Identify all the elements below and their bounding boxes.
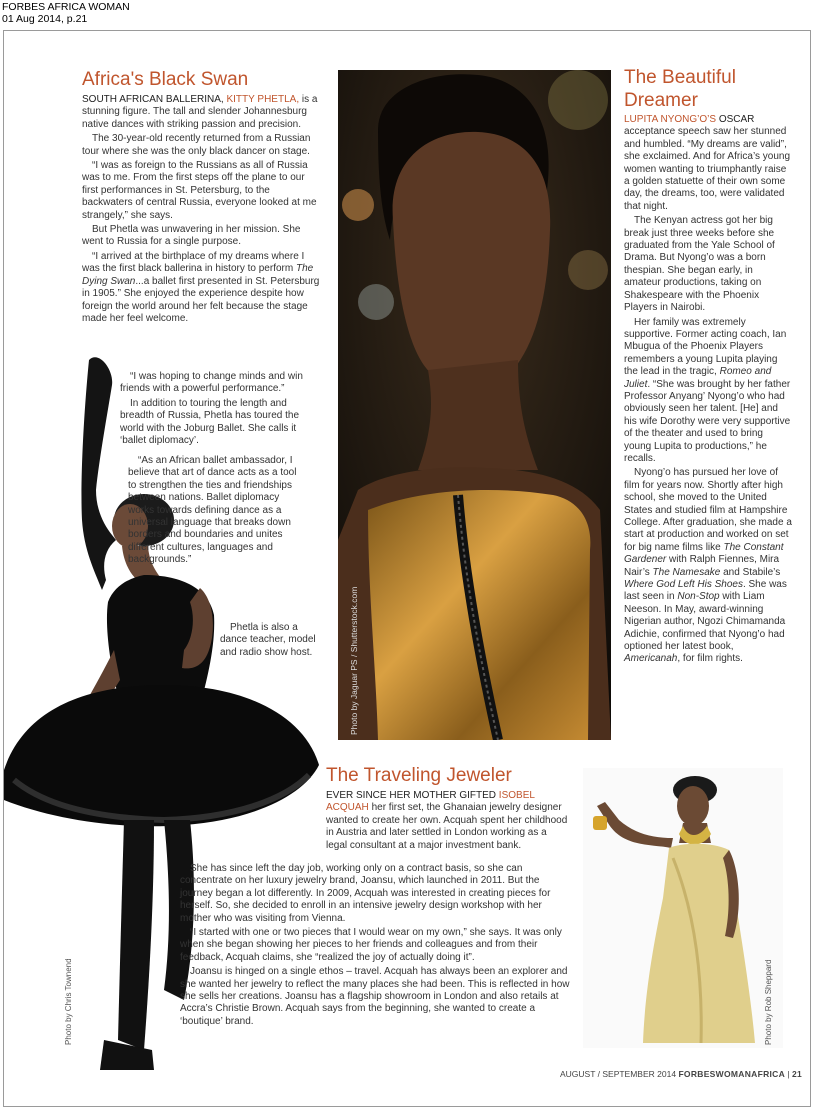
jeweler-title: The Traveling Jeweler — [326, 765, 512, 786]
swan-column-4 — [220, 622, 320, 661]
dreamer-title-line-1: The Beautiful — [624, 67, 736, 88]
swan-paragraph-6: In addition to touring the length and breadth of Russia, Phetla has toured the world with the Joburg Ballet. She calls it ‘ballet diplomacy’. — [120, 397, 300, 447]
dreamer-p2-end: . “She was brought by her father Professor Anyang’ Nyong’o who had obviously seen her talent. [He] and his wife Dorothy were very supportive of the theater and used to bring young Lupita to productions,” he recalls. — [624, 378, 791, 464]
lupita-photo — [338, 70, 611, 740]
dreamer-p3-a: Nyong’o has pursued her love of film for years now. Shortly after high school, she moved to the United States and studied film at Hampshire College. After graduation, she made a start at production and worked on set for big name films like — [624, 467, 792, 553]
dreamer-lead-text: acceptance speech saw her stunned and humbled. “My dreams are valid”, she exclaimed. And for Africa’s young women wanting to triumphantly raise a golden statuette of their own some day, the dreams, too, were validated that night. — [624, 126, 791, 212]
dreamer-lead-caps: OSCAR — [716, 114, 755, 125]
jeweler-lead-paragraph — [326, 790, 570, 852]
dreamer-title — [624, 66, 736, 112]
swan-lead-text: is a stunning figure. The tall and slender Johannesburg native dances with striking passion and precision. — [82, 94, 318, 130]
swan-paragraph-8: Phetla is also a dance teacher, model and radio show host. — [220, 622, 316, 658]
isobel-photo — [583, 768, 783, 1048]
swan-title: Africa's Black Swan — [82, 69, 249, 90]
jeweler-paragraph-3: Joansu is hinged on a single ethos – travel. Acquah has always been an explorer and she wanted her jewelry to reflect the many places she had been. This is reflected in how she sells her creations. Joansu has a flagship showroom in London and also retails at Accra’s Christie Brown. Acquah says from the beginning, she wanted to create a ‘boutique’ brand. — [180, 966, 570, 1027]
publication-line: FORBES AFRICA WOMAN — [2, 1, 130, 13]
dreamer-subject-name: LUPITA NYONG’O’S — [624, 114, 717, 125]
dreamer-paragraph-3 — [624, 467, 792, 666]
swan-paragraph-1: The 30-year-old recently returned from a Russian tour where she was the only black dancer on stage. — [82, 133, 311, 157]
dreamer-p3-g: . She was last seen in — [624, 579, 787, 603]
page-footer — [560, 1069, 802, 1079]
dreamer-film-3: Where God Left His Shoes — [624, 579, 743, 591]
swan-lead-paragraph — [82, 94, 320, 131]
dreamer-paragraph-1: The Kenyan actress got her big break just three weeks before she graduated from the Yale School of Drama. But Nyong’o was a born thespian. She began early, in amateur productions, taking on Shakespeare with the Phoenix Players in Nairobi. — [624, 215, 775, 314]
dreamer-p3-c: with Ralph Fiennes, Mira Nair’s — [624, 554, 780, 578]
swan-column-3 — [128, 455, 298, 569]
dreamer-film-4: Non-Stop — [677, 591, 720, 603]
swan-subject-name: KITTY PHETLA, — [226, 94, 300, 105]
photo-credit-lupita: Photo by Jaguar PS / Shutterstock.com — [349, 586, 359, 735]
swan-paragraph-7: “As an African ballet ambassador, I believe that art of dance acts as a tool to strengthen the ties and friendships between nations. Ballet diplomacy works towards defining dance as a universal language that breaks down borders and boundaries and unites different cultures, languages and backgrounds.” — [128, 455, 297, 566]
swan-p4-end: ...a ballet first presented in St. Petersburg in 1905.” She enjoyed the experience despite how foreign the world around her felt because the stage made her feel welcome. — [82, 275, 320, 324]
issue-date: AUGUST / SEPTEMBER 2014 — [560, 1069, 677, 1079]
jeweler-paragraph-1: She has since left the day job, working only on a contract basis, so she can concentrate on her luxury jewelry brand, Joansu, which launched in 2011. But the journey began a lot differently. In 2009, Acquah was interested in creating pieces for herself. So, she decided to enroll in an intensive jewelry design workshop with her mother who was visiting from Vienna. — [180, 863, 551, 924]
dreamer-p2-start: Her family was extremely supportive. Former acting coach, Ian Mbugua of the Phoenix Players remembers a young Lupita playing the lead in the tragic, — [624, 316, 787, 378]
jeweler-lead-caps: EVER SINCE HER MOTHER GIFTED — [326, 790, 499, 801]
lupita-illustration — [338, 70, 611, 740]
swan-p4-start: “I arrived at the birthplace of my dreams where I was the first black ballerina in history to perform — [82, 250, 305, 275]
date-page-line: 01 Aug 2014, p.21 — [2, 13, 88, 25]
page-number: 21 — [792, 1069, 803, 1079]
swan-paragraph-5: “I was hoping to change minds and win friends with a powerful performance.” — [120, 371, 303, 395]
publication-name: FORBESWOMANAFRICA — [678, 1069, 786, 1079]
swan-paragraph-3: But Phetla was unwavering in her mission. She went to Russia for a single purpose. — [82, 224, 301, 248]
footer-separator: | — [787, 1069, 790, 1079]
jeweler-lead-column — [326, 790, 570, 854]
dreamer-p3-i: with Liam Neeson. In May, award-winning Nigerian author, Ngozi Chimamanda Adichie, confirmed that Nyong’o had optioned her latest book, — [624, 591, 786, 653]
dreamer-film-1: The Constant Gardener — [624, 541, 784, 566]
dreamer-title-line-2: Dreamer — [624, 90, 698, 111]
photo-credit-ballerina: Photo by Chris Townend — [64, 958, 73, 1045]
dreamer-film-2: The Namesake — [652, 566, 721, 578]
dreamer-p3-e: and Stabile’s — [720, 566, 781, 578]
dreamer-lead-paragraph — [624, 114, 792, 213]
swan-lead-caps: SOUTH AFRICAN BALLERINA, — [82, 94, 227, 105]
swan-intro-column — [82, 94, 320, 327]
jeweler-lead-text: her first set, the Ghanaian jewelry designer wanted to create her own. Acquah spent her childhood in Austria and later settled in London working as a legal consultant at a major investment bank. — [326, 802, 568, 851]
dreamer-column — [624, 114, 792, 668]
page-header — [2, 1, 130, 25]
isobel-illustration — [583, 768, 783, 1048]
jeweler-main-column — [180, 863, 572, 1030]
jeweler-subject-name: ISOBEL ACQUAH — [326, 790, 535, 814]
swan-paragraph-2: “I was as foreign to the Russians as all of Russia was to me. From the first steps off the plane to our first performances in St. Petersburg, to the backwaters of central Russia, everyone looked at me strangely,” she says. — [82, 160, 317, 221]
dreamer-p3-k: , for film rights. — [677, 653, 743, 665]
dreamer-play-title: Romeo and Juliet — [624, 366, 772, 390]
photo-credit-isobel: Photo by Rob Sheppard — [764, 959, 773, 1045]
dreamer-paragraph-2 — [624, 317, 792, 466]
jeweler-paragraph-2: “I started with one or two pieces that I would wear on my own,” she says. It was only when she began showing her pieces to her friends and colleagues and from their feedback, Acquah claims, she “realized the joy of actually doing it”. — [180, 927, 562, 963]
swan-ballet-title: The Dying Swan — [82, 263, 314, 287]
swan-column-2 — [120, 371, 310, 449]
dreamer-book-title: Americanah — [624, 653, 678, 665]
swan-paragraph-4 — [82, 251, 320, 325]
